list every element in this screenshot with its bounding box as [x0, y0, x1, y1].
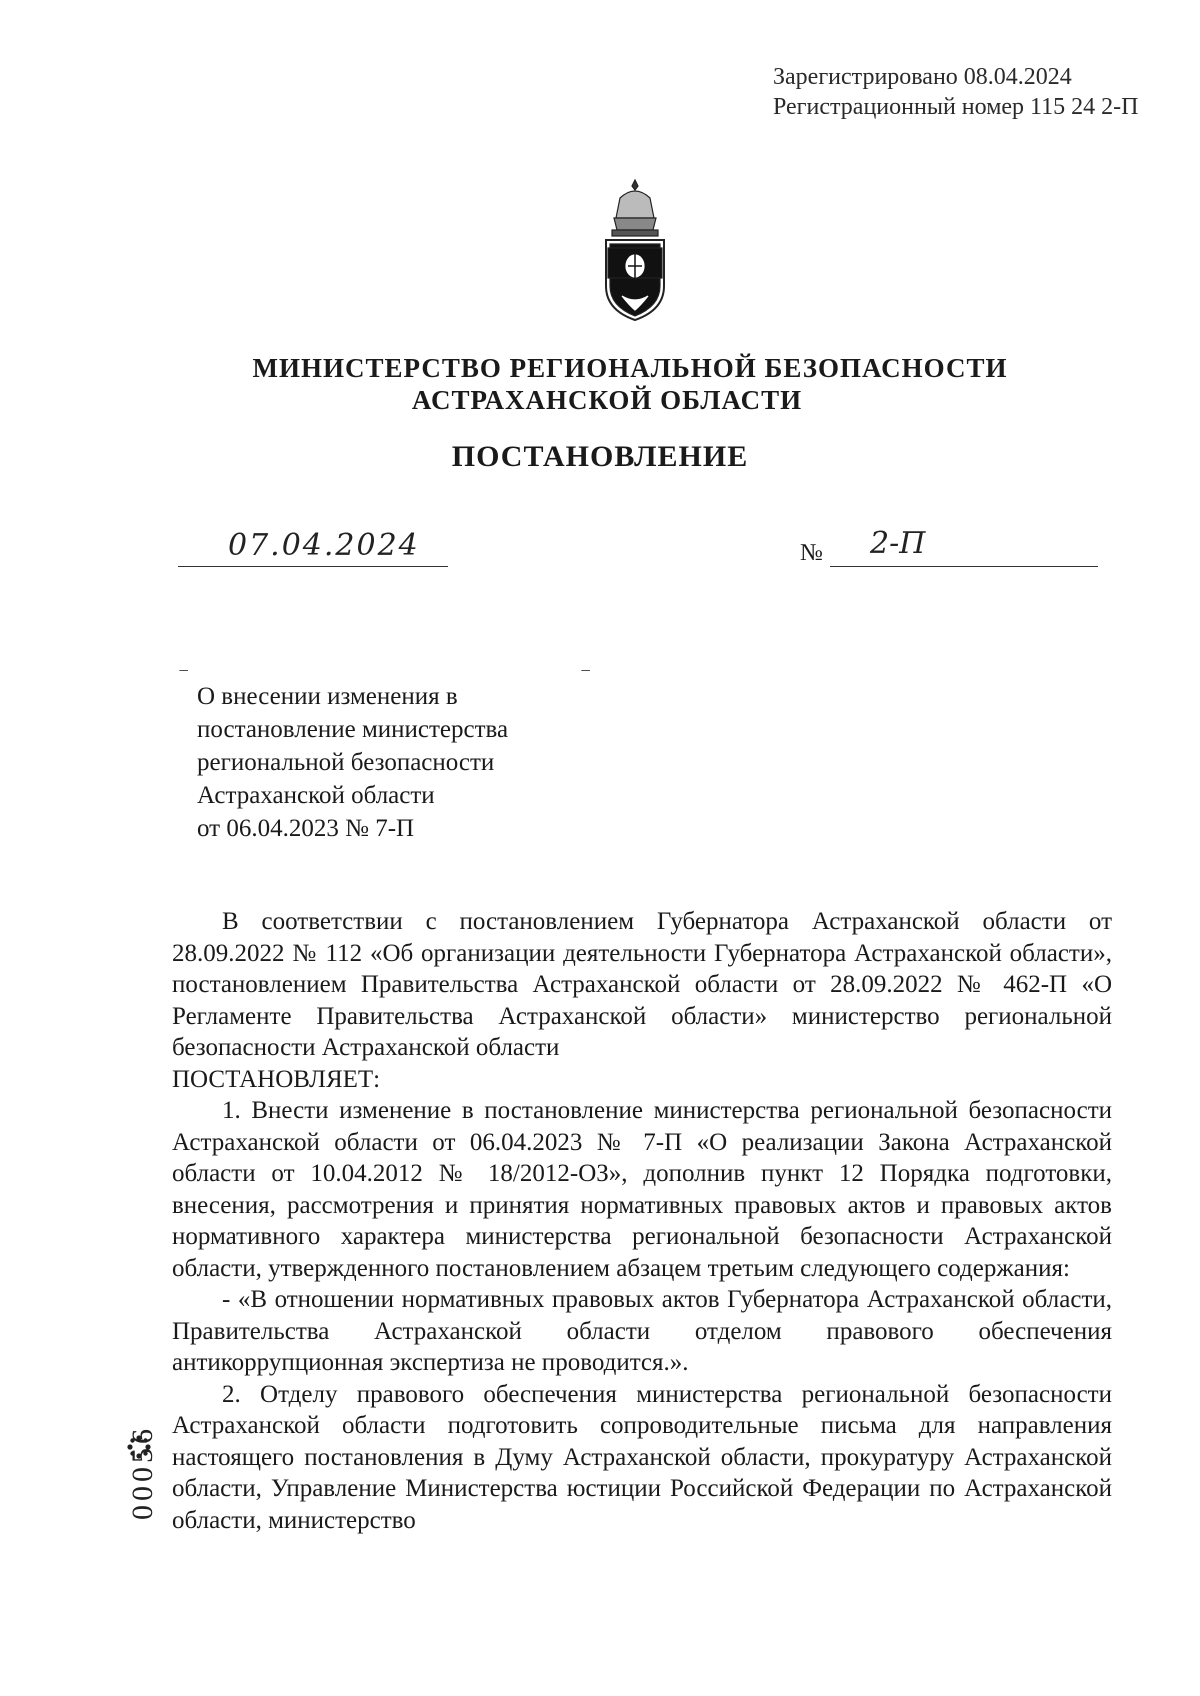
number-field	[830, 526, 1098, 567]
ministry-name-line1: МИНИСТЕРСТВО РЕГИОНАЛЬНОЙ БЕЗОПАСНОСТИ	[252, 353, 1008, 383]
item-1-quote: - «В отношении нормативных правовых актов Губернатора Астраханской области, Правительства Астраханской области отделом правового обеспечения антикоррупционная экспертиза не проводится.».	[172, 1286, 1112, 1376]
corner-mark: ‾	[582, 668, 590, 693]
handwritten-date: 07.04.2024	[228, 528, 420, 563]
registration-stamp	[773, 62, 1138, 122]
subject-line: от 06.04.2023 № 7-П	[197, 815, 415, 842]
preamble-paragraph: В соответствии с постановлением Губернатора Астраханской области от 28.09.2022 № 112 «Об организации деятельности Губернатора Астраханской области», постановлением Правительства Астраханской области от 28.09.2022 № 462-П «О Регламенте Правительства Астраханской области» министерство региональной безопасности Астраханской области	[172, 908, 1112, 1061]
side-stamp-number: 00056	[126, 1425, 159, 1520]
document-type-title: ПОСТАНОВЛЕНИЕ	[451, 440, 749, 473]
subject-line: региональной безопасности	[197, 749, 495, 776]
item-2-paragraph: 2. Отделу правового обеспечения министерства региональной безопасности Астраханской области подготовить сопроводительные письма для направления настоящего постановления в Думу Астраханской области, прокуратуру Астраханской области, Управление Министерства юстиции Российской Федерации по Астраханской области, министерство	[172, 1380, 1112, 1534]
document-body	[172, 906, 1112, 1536]
document-subject	[197, 680, 617, 845]
registration-number: Регистрационный номер 115 24 2-П	[773, 94, 1139, 120]
subject-line: О внесении изменения в	[197, 683, 458, 710]
number-sign: №	[800, 540, 823, 566]
subject-line: Астраханской области	[197, 782, 435, 809]
ministry-name-line2: АСТРАХАНСКОЙ ОБЛАСТИ	[411, 385, 803, 415]
astrakhan-coat-of-arms-icon	[600, 178, 670, 333]
corner-mark: ‾	[180, 668, 188, 693]
resolves-line: ПОСТАНОВЛЯЕТ:	[172, 1065, 381, 1093]
item-1-paragraph: 1. Внести изменение в постановление министерства региональной безопасности Астраханской области от 06.04.2023 № 7-П «О реализации Закона Астраханской области от 10.04.2012 № 18/2012-ОЗ», дополнив пункт 12 Порядка подготовки, внесения, рассмотрения и принятия нормативных правовых актов и правовых актов нормативного характера министерства региональной безопасности Астраханской области, утвержденного постановлением абзацем третьим следующего содержания:	[172, 1097, 1112, 1282]
ministry-name	[0, 352, 1200, 416]
subject-line: постановление министерства	[197, 716, 509, 743]
registration-date: Зарегистрировано 08.04.2024	[773, 64, 1072, 90]
date-field	[178, 528, 448, 567]
handwritten-number: 2-П	[870, 526, 926, 561]
